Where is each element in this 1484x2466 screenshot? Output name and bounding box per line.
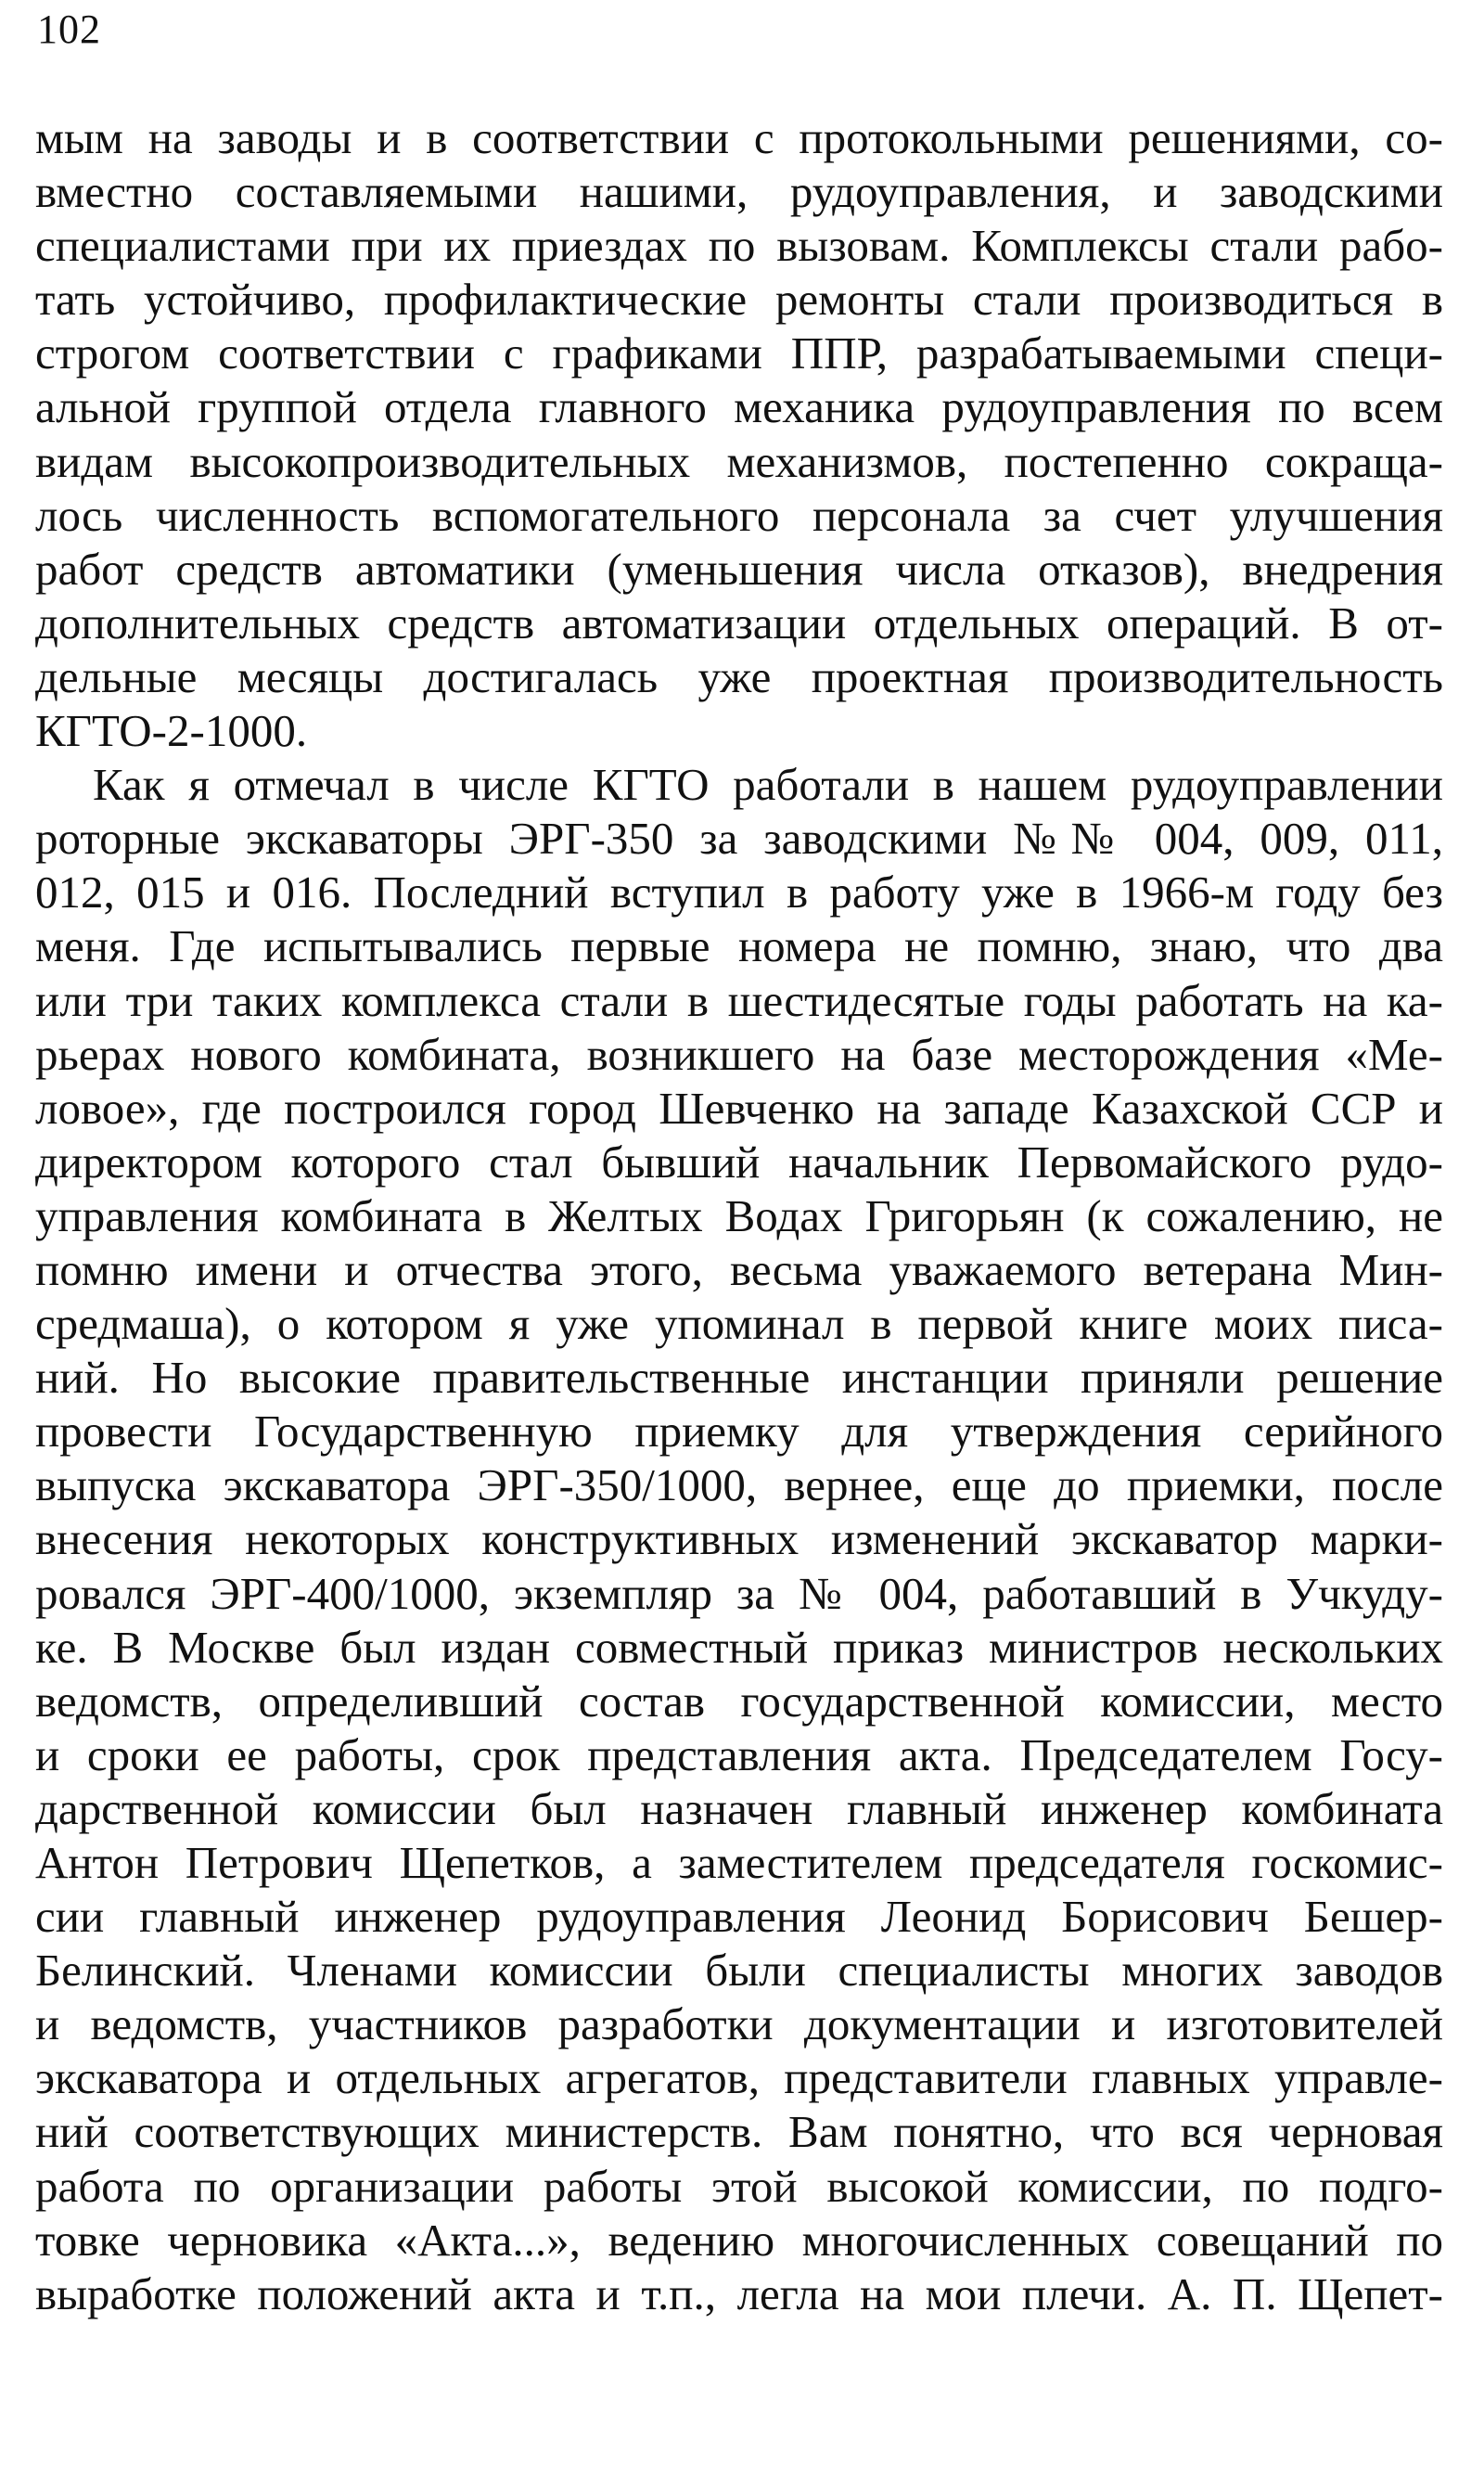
text-line: помню имени и отчества этого, весьма уважаемого ветерана Мин- bbox=[35, 1243, 1443, 1295]
text-line: Как я отмечал в числе КГТО работали в нашем рудоуправлении bbox=[93, 759, 1443, 811]
text-line: товке черновика «Акта...», ведению многочисленных совещаний по bbox=[35, 2214, 1443, 2266]
text-line: Белинский. Членами комиссии были специалисты многих заводов bbox=[35, 1945, 1443, 1997]
text-line: директором которого стал бывший начальник Первомайского рудо- bbox=[35, 1136, 1443, 1188]
text-line: тать устойчиво, профилактические ремонты стали производиться в bbox=[35, 274, 1443, 326]
text-line: управления комбината в Желтых Водах Григорьян (к сожалению, не bbox=[35, 1189, 1443, 1241]
text-line: Антон Петрович Щепетков, а заместителем председателя госкомис- bbox=[35, 1837, 1443, 1888]
text-line: работ средств автоматики (уменьшения числа отказов), внедрения bbox=[35, 543, 1443, 595]
text-line: специалистами при их приездах по вызовам. Комплексы стали рабо- bbox=[35, 220, 1443, 272]
page-number: 102 bbox=[37, 6, 101, 52]
text-line: видам высокопроизводительных механизмов, постепенно сокраща- bbox=[35, 435, 1443, 487]
text-line: ровался ЭРГ-400/1000, экземпляр за № 004, работавший в Учкуду- bbox=[35, 1567, 1443, 1619]
text-line: альной группой отдела главного механика рудоуправления по всем bbox=[35, 381, 1443, 433]
body-text bbox=[35, 111, 1443, 2321]
text-line: сии главный инженер рудоуправления Леонид Борисович Бешер- bbox=[35, 1891, 1443, 1943]
text-line: выпуска экскаватора ЭРГ-350/1000, вернее, еще до приемки, после bbox=[35, 1459, 1443, 1511]
text-line: ний. Но высокие правительственные инстанции приняли решение bbox=[35, 1352, 1443, 1404]
text-line: дополнительных средств автоматизации отдельных операций. В от- bbox=[35, 597, 1443, 649]
text-line: рьерах нового комбината, возникшего на базе месторождения «Ме- bbox=[35, 1028, 1443, 1080]
text-line: и ведомств, участников разработки документации и изготовителей bbox=[35, 1998, 1443, 2050]
text-line: лось численность вспомогательного персонала за счет улучшения bbox=[35, 489, 1443, 541]
text-line: вместно составляемыми нашими, рудоуправления, и заводскими bbox=[35, 166, 1443, 218]
text-line: работа по организации работы этой высокой комиссии, по подго- bbox=[35, 2160, 1443, 2212]
text-line: внесения некоторых конструктивных изменений экскаватор марки- bbox=[35, 1513, 1443, 1565]
text-line: средмаша), о котором я уже упоминал в первой книге моих писа- bbox=[35, 1298, 1443, 1350]
text-line: выработке положений акта и т.п., легла на мои плечи. А. П. Щепет- bbox=[35, 2267, 1443, 2319]
text-line: экскаватора и отдельных агрегатов, представители главных управле- bbox=[35, 2052, 1443, 2104]
text-line: роторные экскаваторы ЭРГ-350 за заводскими №№ 004, 009, 011, bbox=[35, 813, 1443, 865]
text-line: 012, 015 и 016. Последний вступил в работу уже в 1966-м году без bbox=[35, 867, 1443, 918]
text-line: или три таких комплекса стали в шестидесятые годы работать на ка- bbox=[35, 974, 1443, 1026]
text-line: и сроки ее работы, срок представления акта. Председателем Госу- bbox=[35, 1728, 1443, 1780]
text-line: дельные месяцы достигалась уже проектная производительность bbox=[35, 650, 1443, 702]
text-line: ведомств, определивший состав государственной комиссии, место bbox=[35, 1675, 1443, 1727]
text-line: ке. В Москве был издан совместный приказ министров нескольких bbox=[35, 1621, 1443, 1673]
text-line: ловое», где построился город Шевченко на западе Казахской ССР и bbox=[35, 1082, 1443, 1134]
text-line: строгом соответствии с графиками ППР, разрабатываемыми специ- bbox=[35, 328, 1443, 379]
text-line: мым на заводы и в соответствии с протокольными решениями, со- bbox=[35, 112, 1443, 163]
text-line: меня. Где испытывались первые номера не помню, знаю, что два bbox=[35, 920, 1443, 972]
text-line: ний соответствующих министерств. Вам понятно, что вся черновая bbox=[35, 2106, 1443, 2158]
text-line: дарственной комиссии был назначен главный инженер комбината bbox=[35, 1782, 1443, 1834]
text-line: провести Государственную приемку для утверждения серийного bbox=[35, 1406, 1443, 1458]
text-line: КГТО-2-1000. bbox=[35, 705, 308, 757]
